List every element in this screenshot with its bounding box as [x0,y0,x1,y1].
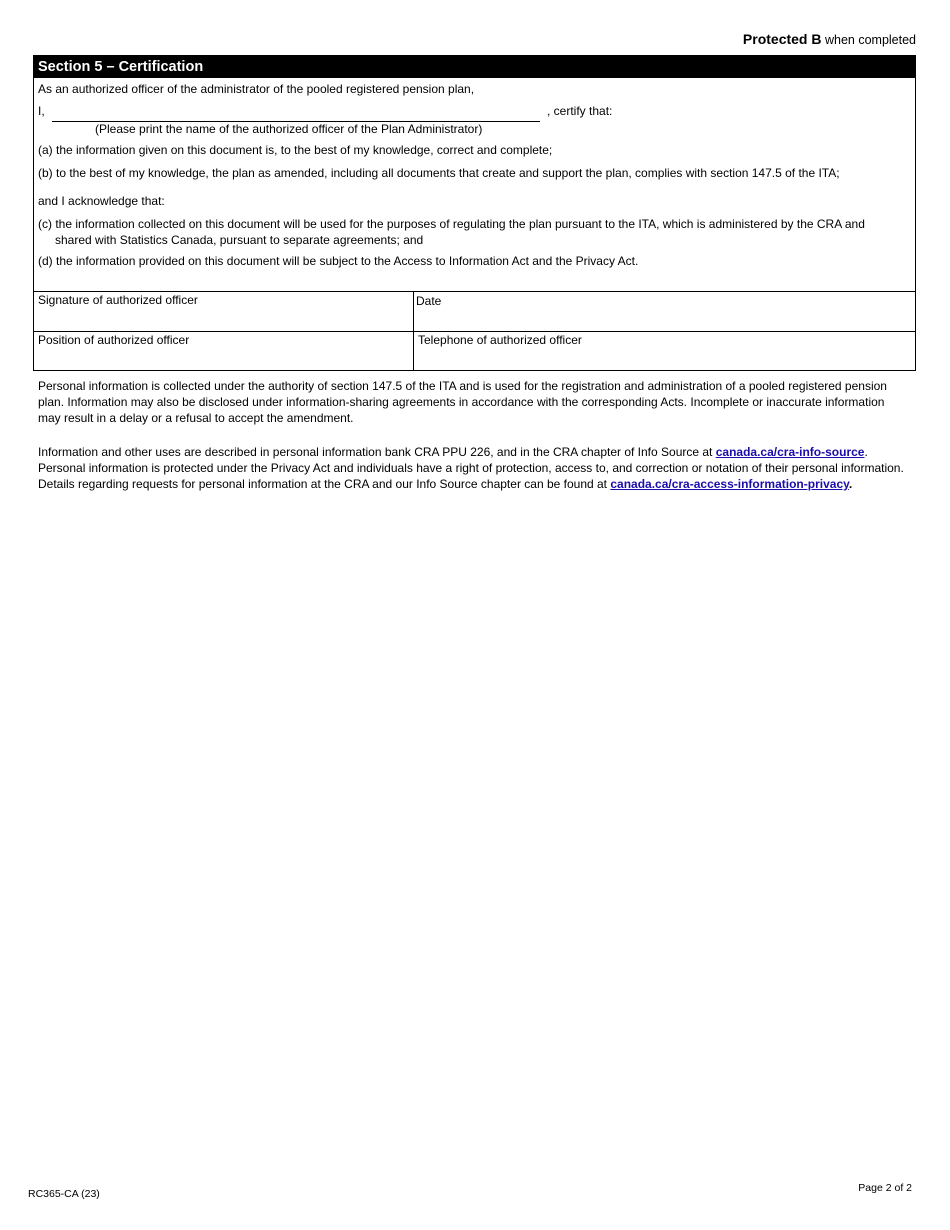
date-field[interactable] [418,310,911,328]
i-label: I, [38,104,45,118]
privacy-text-end: . [848,477,853,491]
protected-b-notice [743,31,916,47]
item-b-text: (b) to the best of my knowledge, the plan as amended, including all documents that create and support the plan, complies with section 147.5 of the ITA; [38,166,840,180]
item-c-continuation: shared with Statistics Canada, pursuant to separate agreements; and [55,233,424,247]
info-source-link[interactable]: canada.ca/cra-info-source [715,445,865,459]
section-title: Section 5 – Certification [34,56,915,78]
item-c-text: (c) the information collected on this document will be used for the purposes of regulating the plan pursuant to the ITA, which is administered by the CRA and [38,217,865,231]
form-number: RC365-CA (23) [28,1188,100,1200]
when-completed-label: when completed [824,33,916,47]
intro-text: As an authorized officer of the administrator of the pooled registered pension plan, [38,82,475,96]
certify-that-text: , certify that: [547,104,613,118]
privacy-text-part2: . Personal information is protected under the Privacy Act and individuals have a right of protection, access to, and correction or notation of their personal information. Details regarding requests for personal information at the CRA and our Info Source chapter can be found at [38,445,904,491]
privacy-statement-1: Personal information is collected under the authority of section 147.5 of the ITA and is used for the registration and administration of a pooled registered pension plan. Information may also be disclosed under information-sharing agreements in accordance with the corresponding Acts. Incomplete or inaccurate information may result in a delay or a refusal to accept the amendment. [38,379,887,425]
position-label: Position of authorized officer [38,333,190,347]
protected-b-label: Protected B [742,31,822,47]
item-a-text: (a) the information given on this document is, to the best of my knowledge, correct and complete; [38,143,553,157]
telephone-field[interactable] [418,349,911,367]
name-hint-text: (Please print the name of the authorized officer of the Plan Administrator) [95,122,483,136]
certification-section [33,55,916,371]
certification-body [34,78,915,291]
telephone-cell [414,331,915,370]
access-privacy-link[interactable]: canada.ca/cra-access-information-privacy [610,477,849,491]
page-number: Page 2 of 2 [858,1182,912,1194]
signature-table [34,291,915,370]
item-d-text: (d) the information provided on this document will be subject to the Access to Information Act and the Privacy Act. [38,254,639,268]
telephone-label: Telephone of authorized officer [418,333,582,347]
signature-field[interactable] [38,310,409,328]
position-cell [34,331,414,370]
position-field[interactable] [38,349,409,367]
privacy-statement-2 [38,444,908,492]
date-label: Date [416,294,442,308]
signature-cell [34,292,414,331]
date-cell [414,292,915,331]
acknowledge-text: and I acknowledge that: [38,194,165,208]
privacy-text-part1: Information and other uses are described in personal information bank CRA PPU 226, and in the CRA chapter of Info Source at [38,445,716,459]
officer-name-field[interactable] [52,105,540,122]
signature-label: Signature of authorized officer [38,293,198,307]
